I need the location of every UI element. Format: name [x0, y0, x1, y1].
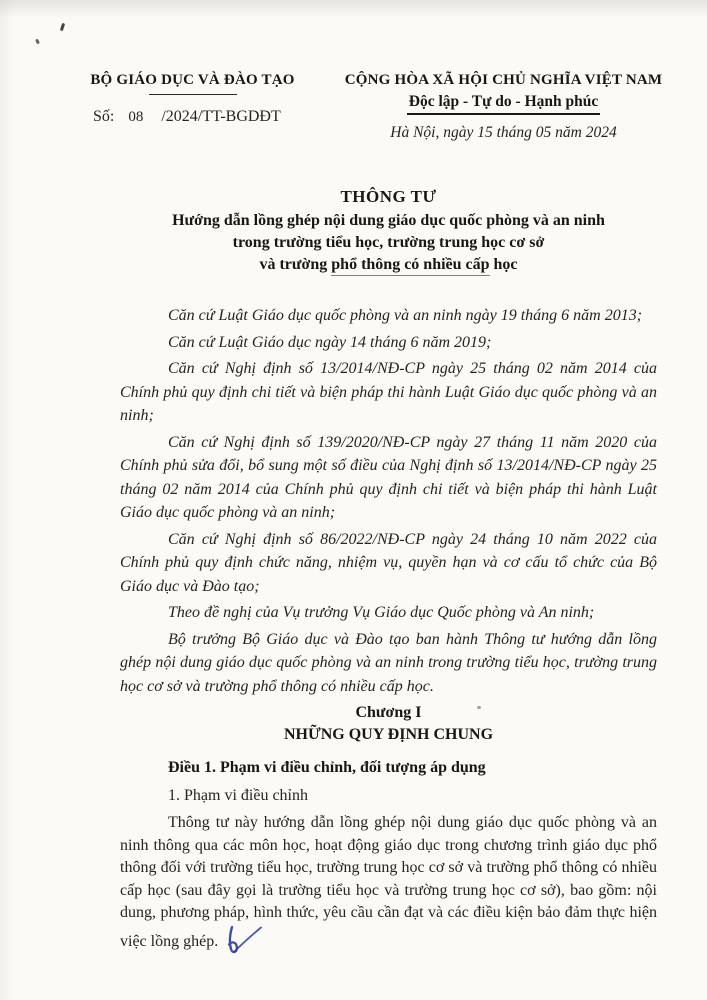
- preamble-paragraph: Căn cứ Nghị định số 139/2020/NĐ-CP ngày 27 tháng 11 năm 2020 của Chính phủ sửa đổi, bổ sung một số điều của Nghị định số 13/2014/NĐ-CP ngày 25 tháng 02 năm 2014 của Chính phủ quy định chi tiết và biện pháp thi hành Luật Giáo dục quốc phòng và an ninh;: [120, 433, 657, 521]
- issuing-agency-name: BỘ GIÁO DỤC VÀ ĐÀO TẠO: [90, 72, 295, 88]
- chapter-heading: [120, 702, 657, 746]
- document-header: [55, 72, 677, 142]
- document-number-value: 08: [128, 109, 144, 125]
- preamble-paragraph: Căn cứ Luật Giáo dục ngày 14 tháng 6 năm 2019;: [168, 333, 492, 351]
- document-type-title: THÔNG TƯ: [340, 187, 437, 206]
- chapter-title: NHỮNG QUY ĐỊNH CHUNG: [283, 726, 494, 743]
- clause-1-title: 1. Phạm vi điều chỉnh: [168, 787, 308, 804]
- preamble-paragraph: Căn cứ Nghị định số 86/2022/NĐ-CP ngày 24 tháng 10 năm 2022 của Chính phủ quy định chức năng, nhiệm vụ, quyền hạn và cơ cấu tổ chức của Bộ Giáo dục và Đào tạo;: [120, 530, 657, 595]
- place-and-date: Hà Nội, ngày 15 tháng 05 năm 2024: [390, 124, 617, 141]
- document-title-line-1: Hướng dẫn lồng ghép nội dung giáo dục quốc phòng và an ninh: [172, 212, 605, 229]
- preamble-paragraph: Theo đề nghị của Vụ trưởng Vụ Giáo dục Quốc phòng và An ninh;: [168, 604, 595, 621]
- national-title: CỘNG HÒA XÃ HỘI CHỦ NGHĨA VIỆT NAM: [344, 72, 663, 88]
- document-title-line-2: trong trường tiểu học, trường trung học cơ sở: [232, 234, 545, 251]
- blue-pen-tick-icon: [221, 925, 265, 957]
- national-motto: Độc lập - Tự do - Hạnh phúc: [407, 91, 600, 115]
- scan-speck: [60, 23, 65, 32]
- document-title-block: [120, 186, 657, 276]
- preamble-paragraph: Căn cứ Nghị định số 13/2014/NĐ-CP ngày 25 tháng 02 năm 2014 của Chính phủ quy định chi tiết và biện pháp thi hành Luật Giáo dục quốc phòng và an ninh;: [120, 360, 657, 424]
- national-header-block: [330, 72, 677, 142]
- title-separator-underline: phổ thông có nhiều cấp: [331, 256, 489, 276]
- document-number-suffix: /2024/TT-BGDĐT: [161, 108, 281, 125]
- document-title-line-3: và trường phổ thông có nhiều cấp học: [120, 254, 657, 276]
- document-body: [120, 304, 657, 957]
- issuing-agency-block: [55, 72, 330, 142]
- agency-underline-rule: [149, 94, 237, 95]
- preamble-paragraph: Căn cứ Luật Giáo dục quốc phòng và an ninh ngày 19 tháng 6 năm 2013;: [168, 307, 643, 324]
- document-number-label: Số:: [93, 108, 115, 125]
- article-1-heading: Điều 1. Phạm vi điều chỉnh, đối tượng áp dụng: [168, 759, 486, 776]
- preamble-section: [120, 304, 657, 698]
- document-number: [55, 108, 330, 126]
- chapter-number: Chương I: [355, 704, 422, 721]
- clause-1-body: Thông tư này hướng dẫn lồng ghép nội dung giáo dục quốc phòng và an ninh thông qua các môn học, hoạt động giáo dục trong chương trình giáo dục phổ thông đối với trường tiểu học, trường trung học cơ sở và trường phổ thông có nhiều cấp học (sau đây gọi là trường tiểu học và trường trung học cơ sở), bao gồm: nội dung, phương pháp, hình thức, yêu cầu cần đạt và các điều kiện bảo đảm thực hiện việc lồng ghép.: [120, 812, 657, 957]
- preamble-paragraph: Bộ trưởng Bộ Giáo dục và Đào tạo ban hành Thông tư hướng dẫn lồng ghép nội dung giáo dục quốc phòng và an ninh trong trường tiểu học, trường trung học cơ sở và trường phổ thông có nhiều cấp học.: [120, 630, 657, 695]
- scan-speck: [35, 39, 40, 45]
